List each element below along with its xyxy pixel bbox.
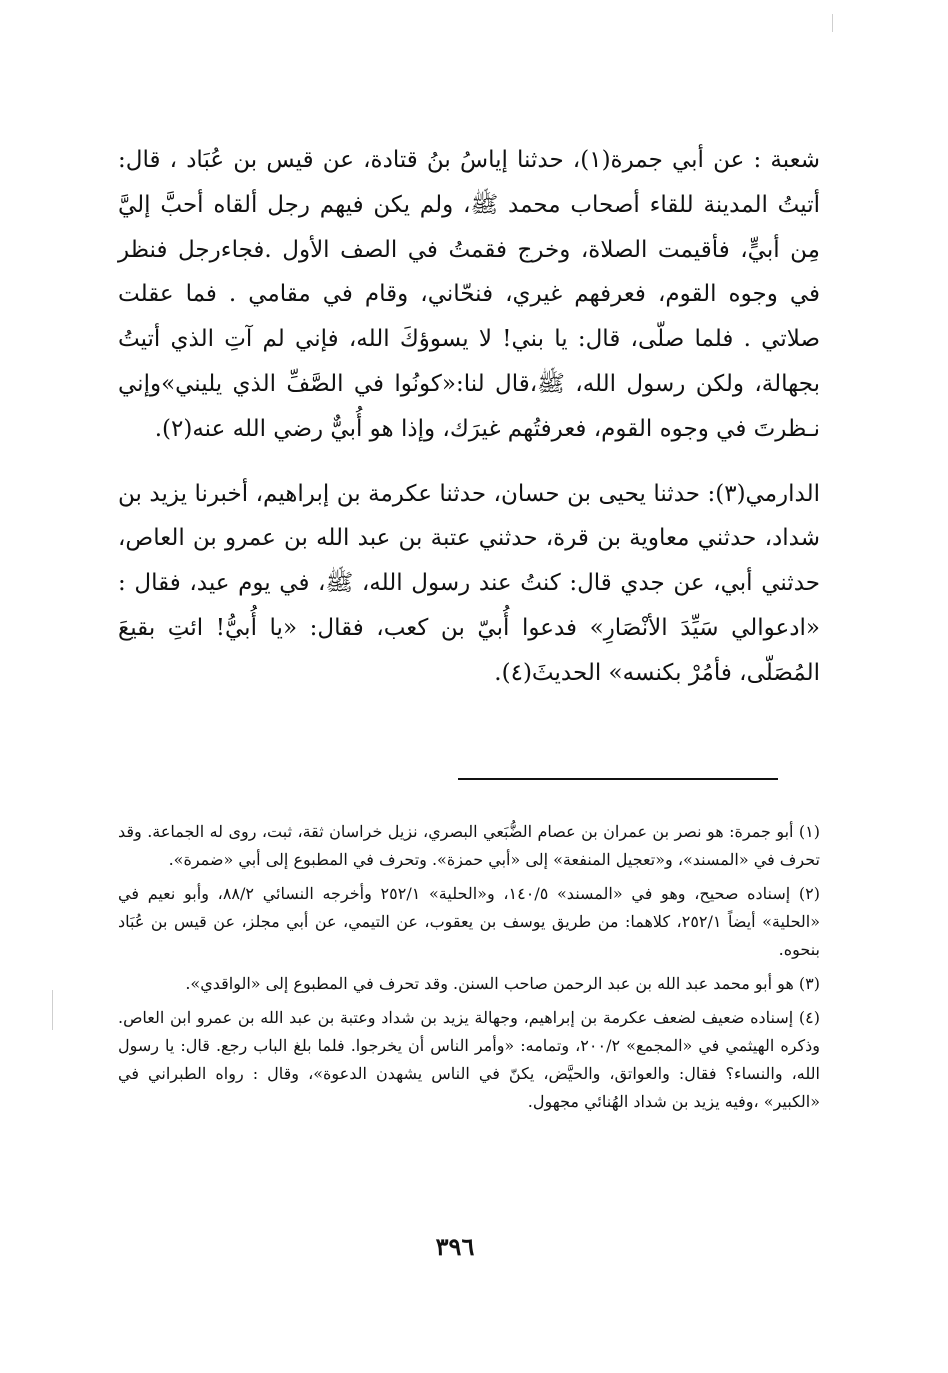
paragraph-darimi: الدارمي(٣): حدثنا يحيى بن حسان، حدثنا عكرمة بن إبراهيم، أخبرنا يزيد بن شداد، حدثني معاوية بن قرة، حدثني عتبة بن عبد الله بن عمرو بن العاص، حدثني أبي، عن جدي قال: كنتُ عند رسول الله، ﷺ، في يوم عيد، فقال : «ادعوالي سَيِّدَ الأنْصَارِ» فدعوا أُبيّ بن كعب، فقال: «يا أُبيُّ! ائتِ بقيعَ المُصَلّى، فأمُرْ بكنسه» الحديثَ(٤). xyxy=(118,480,820,686)
page-number: ٣٩٦ xyxy=(435,1232,475,1261)
footnote-4: (٤) إسناده ضعيف لضعف عكرمة بن إبراهيم، وجهالة يزيد بن شداد وعتبة بن عبد الله بن عمرو ابن العاص. وذكره الهيثمي في «المجمع» ٢٠٠/٢، وتمامه: «وأمر الناس أن يخرجوا. فلما بلغ الباب رجع. قال: يا رسول الله، والنساء؟ فقال: والعواتق، والحيَّض، يكنّ في الناس يشهدن الدعوة»، وقال : رواه الطبراني في «الكبير» ،وفيه يزيد بن شداد الهُنائي مجهول. xyxy=(118,1008,820,1111)
paragraph-shuba: شعبة : عن أبي جمرة(١)، حدثنا إياسُ بنُ قتادة، عن قيس بن عُبَاد ، قال: أتيتُ المدينة للقاء أصحاب محمد ﷺ، ولم يكن فيهم رجل ألقاه أحبَّ إليَّ مِن أبيٍّ، فأقيمت الصلاة، وخرج فقمتُ في الصف الأول .فجاءرجل فنظر في وجوه القوم، فعرفهم غيري، فنحّاني، وقام في مقامي . فما عقلت صلاتي . فلما صلّى، قال: يا بني! لا يسوؤكَ الله، فإني لم آتِ الذي أتيتُ بجهالة، ولكن رسول الله، ﷺ،قال لنا:«كونُوا في الصَّفِّ الذي يليني»وإني نـظرتَ في وجوه القوم، فعرفتُهم غيرَك، وإذا هو أُبيٌّ رضي الله عنه(٢). xyxy=(118,147,820,442)
footnote-2: (٢) إسناده صحيح، وهو في «المسند» ١٤٠/٥، و«الحلية» ٢٥٢/١ وأخرجه النسائي ٨٨/٢، وأبو نعيم في «الحلية» أيضاً ٢٥٢/١، كلاهما: من طريق يوسف بن يعقوب، عن التيمي، عن أبي مجلز، عن قيس بن عُبَاد بنحوه. xyxy=(118,884,821,959)
footnote-1: (١) أبو جمرة: هو نصر بن عمران بن عصام الضُّبَعي البصري، نزيل خراسان ثقة، ثبت، روى له الجماعة. وقد تحرف في «المسند»، و«تعجيل المنفعة» إلى «أبي حمزة». وتحرف في المطبوع إلى أبي «ضمرة». xyxy=(118,822,821,869)
footnote-3: (٣) هو أبو محمد عبد الله بن عبد الرحمن صاحب السنن. وقد تحرف في المطبوع إلى «الواقدي». xyxy=(185,974,820,993)
footnotes xyxy=(118,818,820,1122)
footnote-separator xyxy=(458,778,778,780)
scan-mark-side xyxy=(52,990,53,1030)
scan-mark-top xyxy=(832,14,833,32)
main-text xyxy=(118,138,820,696)
